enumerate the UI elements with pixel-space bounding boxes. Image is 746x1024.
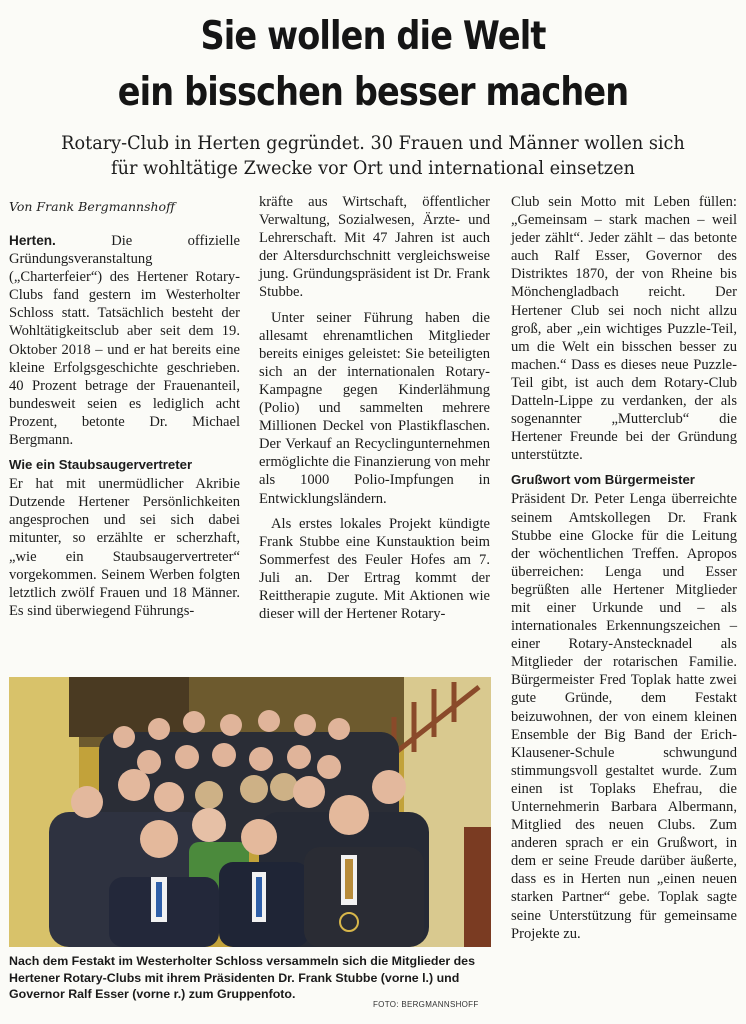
paragraph: Er hat mit unermüdlicher Akribie Dutzende Hertener Persönlichkeiten angesprochen und sei sich dabei mitunter, so erzählte er scherzhaft, „wie ein Staubsaugervertreter“ vorgekommen. Seinem Werben folgten letztlich zwölf Frauen und 18 Männer. Es sind überwiegend Führungs- [9, 476, 240, 619]
article-column-1 [9, 232, 240, 627]
paragraph: Präsident Dr. Peter Lenga überreichte seinem Amtskollegen Dr. Frank Stubbe eine Glocke für die Leitung der wöchentlichen Treffen. Apropos überreichen: Lenga und Esser begrüßten alle Hertener Mitglieder mit einer Urkunde und – als internationales Erkennungszeichen – einer Rotary-Anstecknadel als Mitglieder der rotarischen Familie. Bürgermeister Fred Toplak hatte zwei gute Gründe, dem Festakt beizuwohnen, der von einem kleinen Ensemble der Big Band der Erich-Klausener-Schule schwungund stimmungsvoll gestaltet wurde. Zum einen ist Toplaks Ehefrau, die Unternehmerin Barbara Albermann, Mitglied des neuen Clubs. Zum anderen sprach er ein Grußwort, in dem er seine Freude darüber äußerte, dass es in Herten nun „einen neuen starken Partner“ gebe. Toplak sagte seine Unterstützung für gemeinsame Projekte zu. [511, 491, 737, 942]
subheadline-line-1: Rotary-Club in Herten gegründet. 30 Frauen und Männer wollen sich [61, 132, 685, 154]
paragraph: Unter seiner Führung haben die allesamt ehrenamtlichen Mitglieder bereits einiges geleistet: Sie beteiligten sich an der internationalen Rotary-Kampagne gegen Kinderlähmung (Polio) und sammelten mehrere Millionen Deckel von Plastikflaschen. Der Verkauf an Recyclingunternehmen ermöglichte die Finanzierung von mehr als 1000 Polio-Impfungen in Entwicklungsländern. [259, 309, 490, 507]
headline-line-2: ein bisschen besser machen [117, 70, 629, 115]
paragraph: Als erstes lokales Projekt kündigte Frank Stubbe eine Kunstauktion beim Sommerfest des Feuler Hofes am 7. Juli an. Der Ertrag kommt der Reittherapie zugute. Mit Aktionen wie dieser will der Hertener Rotary- [259, 515, 490, 623]
subheadline-line-2: für wohltätige Zwecke vor Ort und international einsetzen [111, 157, 635, 179]
group-photo [9, 677, 491, 947]
article-column-3 [511, 193, 737, 950]
paragraph: Club sein Motto mit Leben füllen: „Gemeinsam – stark machen – weil jeder zählt“. Jeder zählt – das betonte auch Ralf Esser, Governor des Distriktes 1870, der von Rheine bis Mönchengladbach reicht. Der Hertener Club sei noch nicht allzu groß, aber „ein wichtiges Puzzle-Teil, um die Welt ein bisschen besser zu machen.“ Dass es dieses neue Puzzle-Teil gibt, ist auch dem Rotary-Club Datteln-Lippe zu verdanken, der als sogenannter „Mutterclub“ die Hertener Freunde bei der Gründung unterstützte. [511, 194, 737, 464]
paragraph-intro [9, 232, 240, 449]
article-column-2 [259, 193, 490, 630]
paragraph-intro-text: Die offizielle Gründungsveranstaltung („Charterfeier“) des Hertener Rotary-Clubs fand gestern im Westerholter Schloss statt. Tatsächlich besteht der Wohltätigkeitsclub aber seit dem 19. Oktober 2018 – und er hat bereits eine kleine Erfolgsgeschichte geschrieben. 40 Prozent betrage der Frauenanteil, bundesweit seien es lediglich acht Prozent, betonte Dr. Michael Bergmann. [9, 233, 240, 449]
subheading-grusswort: Grußwort vom Bürgermeister [511, 472, 695, 488]
photo-caption: Nach dem Festakt im Westerholter Schloss versammeln sich die Mitglieder des Hertener Rotary-Clubs mit ihrem Präsidenten Dr. Frank Stubbe (vorne l.) und Governor Ralf Esser (vorne r.) zum Gruppenfoto. [9, 954, 475, 1001]
byline: Von Frank Bergmannshoff [9, 199, 175, 214]
group-photo-illustration [9, 677, 491, 947]
subheading-staubsauger: Wie ein Staubsaugervertreter [9, 457, 193, 473]
photo-credit: FOTO: BERGMANNSHOFF [373, 1000, 479, 1009]
dateline: Herten. [9, 233, 56, 248]
photo-railing-post [464, 827, 491, 947]
headline-line-1: Sie wollen die Welt [200, 14, 546, 59]
paragraph: kräfte aus Wirtschaft, öffentlicher Verwaltung, Sozialwesen, Ärzte- und Lehrerschaft. Mit 47 Jahren ist auch der Altersdurchschnitt vergleichsweise jung. Gründungspräsident ist Dr. Frank Stubbe. [259, 194, 490, 301]
bleed-through-text [0, 0, 746, 10]
